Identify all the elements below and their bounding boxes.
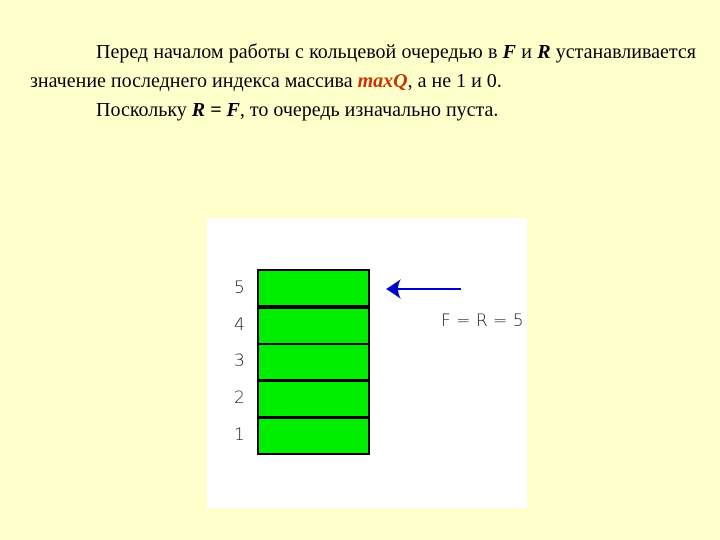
queue-cell-1 [257,417,370,455]
var-maxq: maxQ [357,70,408,92]
expr-r-equals-f: R = F [191,99,240,121]
index-label-1: 1 [234,425,245,445]
p1-text-2: и [516,41,538,63]
p1-text-1: Перед началом работы с кольцевой очередью в [96,41,503,63]
pointer-arrow-icon [383,278,463,302]
p1-text-4: , а не 1 и 0. [407,70,502,92]
paragraph-2 [30,96,696,125]
index-label-4: 4 [234,315,245,335]
var-r: R [537,41,551,63]
queue-cell-3 [257,343,370,381]
index-label-3: 3 [234,351,245,371]
pointer-label: F = R = 5 [441,311,524,331]
var-f: F [502,41,517,63]
p2-text-2: , то очередь изначально пуста. [239,99,499,121]
index-label-5: 5 [234,278,245,298]
paragraph-1 [30,38,696,96]
p1-text-3: устанавливается значение последнего индекса массива [30,41,696,92]
queue-cell-5 [257,269,370,307]
queue-cell-4 [257,307,370,345]
queue-figure [207,218,527,508]
text-block [30,38,696,125]
index-label-2: 2 [234,388,245,408]
p2-text-1: Поскольку [96,99,192,121]
queue-cell-2 [257,380,370,418]
